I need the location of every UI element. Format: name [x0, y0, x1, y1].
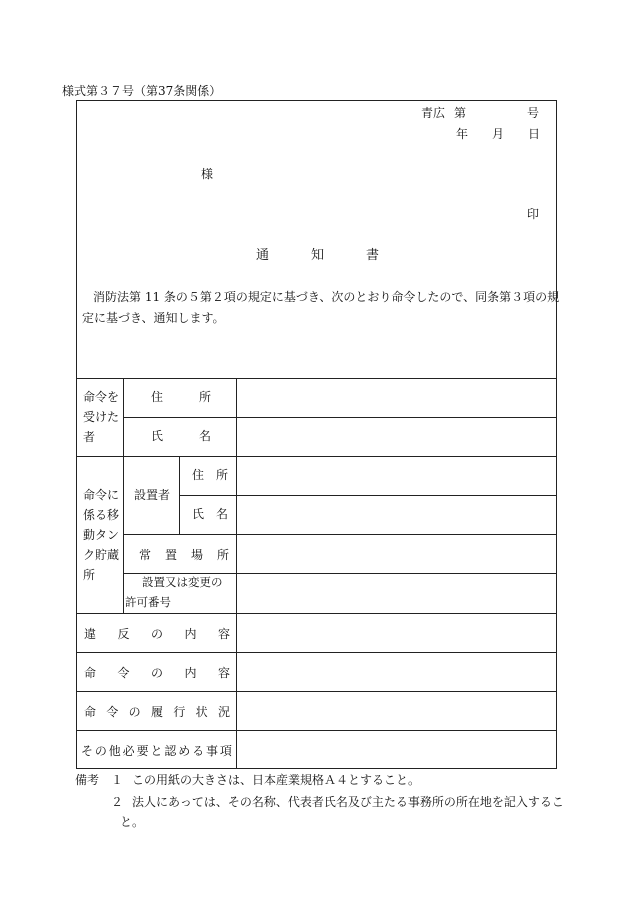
- issuer-label: 青広: [421, 106, 446, 120]
- recipient-name-label-2: 名: [199, 429, 212, 443]
- order-label: [84, 664, 230, 681]
- col-line: [236, 378, 237, 769]
- title-char-1: 通: [256, 248, 270, 263]
- row-line: [76, 652, 557, 653]
- other-label-char: 事: [206, 744, 219, 758]
- other-label: [81, 742, 232, 759]
- other-label-char: 他: [108, 744, 121, 758]
- other-label-char: と: [150, 744, 163, 758]
- note-2-text-line-2: と。: [120, 815, 145, 829]
- other-label-char: 項: [219, 744, 232, 758]
- other-label-char: 必: [122, 744, 135, 758]
- row-line: [76, 378, 557, 379]
- row-line: [123, 534, 557, 535]
- permit-label-line-2: 許可番号: [125, 595, 171, 609]
- order-label-char: 令: [117, 666, 130, 680]
- recipient-label-line: 受けた: [83, 410, 120, 424]
- installer-name-label-1: 氏: [192, 507, 205, 521]
- order-label-char: 容: [217, 666, 230, 680]
- violation-label-char: の: [150, 627, 163, 641]
- status-label-char: 履: [150, 705, 163, 719]
- order-label-char: 命: [84, 666, 97, 680]
- addressee-honorific: 様: [201, 167, 214, 181]
- col-line: [179, 456, 180, 534]
- recipient-label: [83, 387, 119, 447]
- note-1-text: この用紙の大きさは、日本産業規格Ａ４とすること。: [132, 773, 421, 787]
- location-label-char: 場: [190, 548, 203, 562]
- notes-label: 備考: [75, 773, 100, 787]
- installer-name-label-2: 名: [216, 507, 229, 521]
- location-label: [139, 546, 229, 563]
- violation-label-char: 内: [184, 627, 197, 641]
- date-day: 日: [528, 127, 541, 141]
- tank-label: [83, 485, 119, 585]
- installer-label: 設置者: [134, 488, 171, 502]
- recipient-label-line: 者: [83, 430, 96, 444]
- date-year: 年: [456, 127, 469, 141]
- recipient-address-label-1: 住: [151, 390, 164, 404]
- row-line: [76, 456, 557, 457]
- number-suffix: 号: [527, 106, 540, 120]
- row-line: [76, 730, 557, 731]
- status-label-char: 況: [217, 705, 230, 719]
- location-label-char: 常: [139, 548, 152, 562]
- other-label-char: 認: [164, 744, 177, 758]
- note-2-text-line-1: 法人にあっては、その名称、代表者氏名及び主たる事務所の所在地を記入するこ: [132, 795, 564, 809]
- status-label-char: 令: [106, 705, 119, 719]
- row-line: [76, 691, 557, 692]
- form-label: 様式第３７号（第37条関係）: [62, 84, 222, 98]
- row-line: [123, 573, 557, 574]
- location-label-char: 置: [164, 548, 177, 562]
- note-2-number: ２: [111, 795, 124, 809]
- other-label-char: の: [94, 744, 107, 758]
- recipient-address-label-2: 所: [199, 390, 212, 404]
- note-1-number: １: [111, 773, 124, 787]
- row-line: [123, 417, 557, 418]
- tank-label-line: ク貯蔵: [83, 548, 120, 562]
- violation-label-char: 反: [117, 627, 130, 641]
- other-label-char: る: [192, 744, 205, 758]
- status-label-char: の: [128, 705, 141, 719]
- permit-label-line-1: 設置又は変更の: [142, 575, 223, 589]
- body-text-line-1: 消防法第 11 条の５第２項の規定に基づき、次のとおり命令したので、同条第３項の規: [93, 290, 560, 304]
- seal-mark: 印: [527, 207, 540, 221]
- violation-label: [84, 625, 230, 642]
- installer-address-label-1: 住: [192, 468, 205, 482]
- installer-address-label-2: 所: [216, 468, 229, 482]
- status-label: [84, 703, 230, 720]
- order-label-char: 内: [184, 666, 197, 680]
- tank-label-line: 係る移: [83, 508, 120, 522]
- tank-label-line: 所: [83, 568, 96, 582]
- date-month: 月: [492, 127, 505, 141]
- recipient-label-line: 命令を: [83, 390, 120, 404]
- other-label-char: 要: [136, 744, 149, 758]
- row-line: [76, 613, 557, 614]
- other-label-char: め: [178, 744, 191, 758]
- title-char-2: 知: [311, 248, 325, 263]
- body-text-line-2: 定に基づき、通知します。: [82, 311, 225, 325]
- tank-label-line: 動タン: [83, 528, 120, 542]
- number-prefix: 第: [454, 106, 467, 120]
- title-char-3: 書: [366, 248, 380, 263]
- tank-label-line: 命令に: [83, 488, 120, 502]
- status-label-char: 状: [195, 705, 208, 719]
- status-label-char: 行: [173, 705, 186, 719]
- col-line: [123, 378, 124, 613]
- violation-label-char: 容: [217, 627, 230, 641]
- recipient-name-label-1: 氏: [151, 429, 164, 443]
- violation-label-char: 違: [84, 627, 97, 641]
- status-label-char: 命: [84, 705, 97, 719]
- other-label-char: そ: [81, 744, 94, 758]
- location-label-char: 所: [216, 548, 229, 562]
- order-label-char: の: [150, 666, 163, 680]
